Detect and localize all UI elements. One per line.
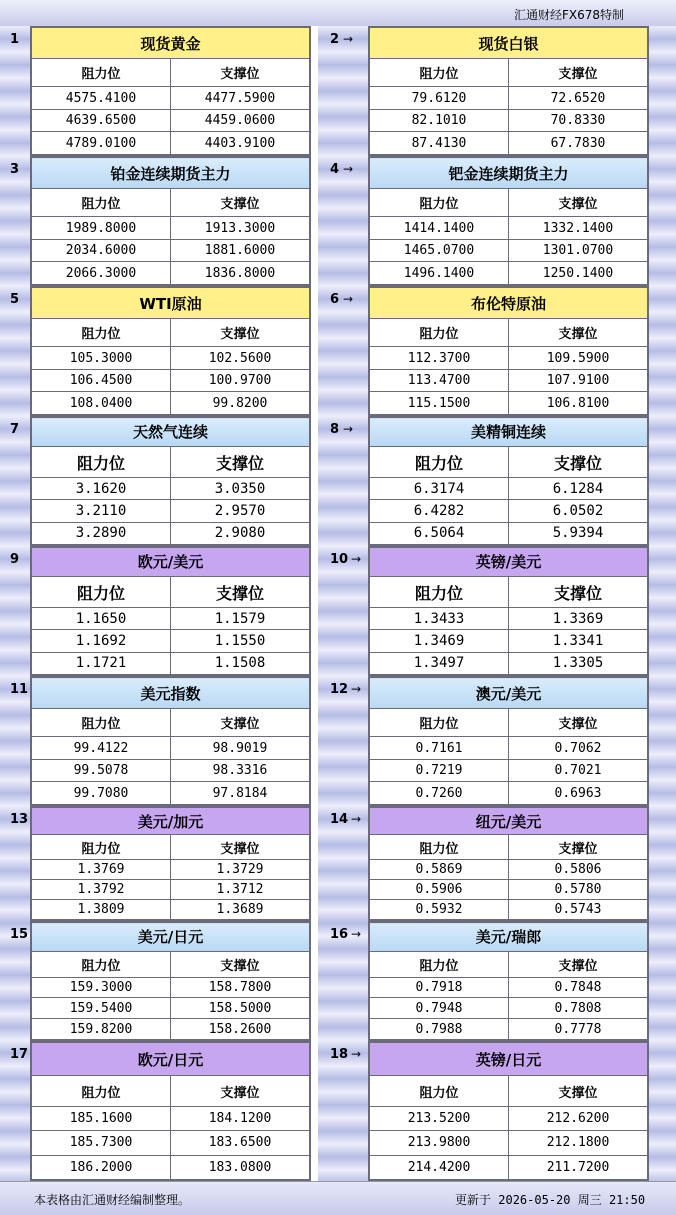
support-value: 3.0350 (171, 478, 310, 500)
quote-table (31, 27, 310, 155)
table-row (370, 880, 648, 900)
support-value: 0.5743 (509, 900, 648, 920)
support-header: 支撑位 (171, 1076, 310, 1106)
panel-number-8: 8 (330, 422, 340, 437)
panel-number-5: 5 (10, 292, 20, 307)
table-row (32, 109, 310, 132)
table-row (32, 500, 310, 522)
resistance-value: 112.3700 (370, 347, 509, 370)
quote-panel-4 (368, 156, 649, 286)
support-value: 1.3689 (171, 900, 310, 920)
panel-title: 现货黄金 (32, 28, 310, 59)
support-value: 0.7062 (509, 737, 648, 760)
panel-title: 钯金连续期货主力 (370, 158, 648, 189)
resistance-value: 1465.0700 (370, 239, 509, 262)
support-value: 1.3712 (171, 880, 310, 900)
table-row (32, 737, 310, 760)
resistance-value: 1.1650 (32, 608, 171, 630)
resistance-value: 1.3792 (32, 880, 171, 900)
panel-title: 铂金连续期货主力 (32, 158, 310, 189)
resistance-header: 阻力位 (32, 59, 171, 87)
resistance-value: 1.3469 (370, 630, 509, 652)
arrow-right-icon: → (343, 292, 354, 306)
support-value: 1881.6000 (171, 239, 310, 262)
resistance-value: 213.5200 (370, 1106, 509, 1130)
table-row (32, 998, 310, 1019)
resistance-value: 0.7161 (370, 737, 509, 760)
support-value: 211.7200 (509, 1155, 648, 1179)
resistance-value: 214.4200 (370, 1155, 509, 1179)
resistance-value: 3.2110 (32, 500, 171, 522)
footer (0, 1181, 676, 1215)
support-value: 1332.1400 (509, 217, 648, 240)
quote-panel-8 (368, 416, 649, 546)
resistance-value: 0.7948 (370, 998, 509, 1019)
table-row (370, 759, 648, 782)
support-value: 70.8330 (509, 109, 648, 132)
table-row (370, 522, 648, 544)
table-row (370, 500, 648, 522)
quote-panel-16 (368, 921, 649, 1041)
resistance-value: 1.3769 (32, 860, 171, 880)
panel-number-9: 9 (10, 552, 20, 567)
arrow-right-icon: → (351, 1047, 362, 1061)
quote-panel-5 (30, 286, 311, 416)
resistance-value: 3.1620 (32, 478, 171, 500)
panel-number-2: 2 (330, 32, 340, 47)
support-header: 支撑位 (171, 951, 310, 977)
panel-number-14: 14 (330, 812, 349, 827)
support-value: 0.7021 (509, 759, 648, 782)
support-value: 98.3316 (171, 759, 310, 782)
table-row (370, 998, 648, 1019)
support-value: 184.1200 (171, 1106, 310, 1130)
resistance-value: 6.5064 (370, 522, 509, 544)
resistance-header: 阻力位 (370, 319, 509, 347)
quote-panel-18 (368, 1041, 649, 1181)
table-row (370, 782, 648, 805)
quote-table (31, 1042, 310, 1180)
quote-panel-12 (368, 676, 649, 806)
resistance-header: 阻力位 (32, 189, 171, 217)
resistance-value: 1989.8000 (32, 217, 171, 240)
panel-title: 美精铜连续 (370, 418, 648, 447)
support-value: 4403.9100 (171, 132, 310, 155)
table-row (370, 1155, 648, 1179)
table-row (370, 1131, 648, 1155)
resistance-value: 99.4122 (32, 737, 171, 760)
arrow-right-icon: → (351, 927, 362, 941)
quote-table (31, 922, 310, 1040)
resistance-header: 阻力位 (32, 1076, 171, 1106)
table-row (370, 239, 648, 262)
table-row (32, 900, 310, 920)
resistance-value: 99.7080 (32, 782, 171, 805)
resistance-header: 阻力位 (32, 951, 171, 977)
resistance-value: 0.7219 (370, 759, 509, 782)
resistance-value: 159.3000 (32, 977, 171, 998)
table-row (370, 737, 648, 760)
support-header: 支撑位 (509, 189, 648, 217)
support-value: 4459.0600 (171, 109, 310, 132)
update-value: 2026-05-20 周三 21:50 (498, 1193, 646, 1207)
brand-label: 汇通财经FX678特制 (513, 8, 624, 22)
support-value: 0.5806 (509, 860, 648, 880)
quote-panel-10 (368, 546, 649, 676)
quote-table (31, 807, 310, 920)
resistance-header: 阻力位 (370, 951, 509, 977)
arrow-right-icon: → (343, 422, 354, 436)
panel-number-16: 16 (330, 927, 349, 942)
support-header: 支撑位 (509, 709, 648, 737)
resistance-value: 4789.0100 (32, 132, 171, 155)
panel-title: 澳元/美元 (370, 678, 648, 709)
support-value: 212.6200 (509, 1106, 648, 1130)
support-value: 102.5600 (171, 347, 310, 370)
table-row (370, 900, 648, 920)
resistance-value: 1.3433 (370, 608, 509, 630)
quote-panel-2 (368, 26, 649, 156)
panel-title: 欧元/日元 (32, 1043, 310, 1076)
support-value: 212.1800 (509, 1131, 648, 1155)
support-header: 支撑位 (171, 835, 310, 860)
table-row (32, 652, 310, 674)
resistance-header: 阻力位 (370, 446, 509, 477)
arrow-right-icon: → (351, 682, 362, 696)
panel-title: 天然气连续 (32, 418, 310, 447)
arrow-right-icon: → (351, 812, 362, 826)
resistance-header: 阻力位 (370, 709, 509, 737)
resistance-value: 0.5869 (370, 860, 509, 880)
resistance-value: 4575.4100 (32, 87, 171, 110)
panel-title: 布伦特原油 (370, 288, 648, 319)
table-row (32, 782, 310, 805)
left-gutter (0, 26, 30, 1181)
resistance-value: 0.7918 (370, 977, 509, 998)
quote-panel-3 (30, 156, 311, 286)
support-value: 1301.0700 (509, 239, 648, 262)
table-row (32, 522, 310, 544)
table-row (370, 132, 648, 155)
support-value: 109.5900 (509, 347, 648, 370)
resistance-value: 1496.1400 (370, 262, 509, 285)
resistance-value: 115.1500 (370, 392, 509, 415)
support-value: 1.3729 (171, 860, 310, 880)
quote-panel-14 (368, 806, 649, 921)
resistance-header: 阻力位 (32, 835, 171, 860)
panel-title: 美元指数 (32, 678, 310, 709)
support-value: 1.1579 (171, 608, 310, 630)
panel-title: 美元/日元 (32, 923, 310, 952)
resistance-header: 阻力位 (370, 835, 509, 860)
panel-title: 美元/加元 (32, 808, 310, 835)
table-row (32, 1155, 310, 1179)
panel-title: 纽元/美元 (370, 808, 648, 835)
support-header: 支撑位 (509, 446, 648, 477)
table-row (32, 132, 310, 155)
table-row (370, 478, 648, 500)
table-row (32, 1019, 310, 1040)
support-header: 支撑位 (509, 59, 648, 87)
middle-gutter (318, 26, 368, 1181)
table-row (32, 860, 310, 880)
support-value: 1.1550 (171, 630, 310, 652)
support-value: 4477.5900 (171, 87, 310, 110)
support-value: 5.9394 (509, 522, 648, 544)
table-row (370, 262, 648, 285)
support-header: 支撑位 (509, 576, 648, 607)
panel-number-7: 7 (10, 422, 20, 437)
support-value: 106.8100 (509, 392, 648, 415)
support-value: 183.6500 (171, 1131, 310, 1155)
support-value: 100.9700 (171, 369, 310, 392)
table-row (370, 87, 648, 110)
panel-number-1: 1 (10, 32, 20, 47)
arrow-right-icon: → (343, 162, 354, 176)
table-row (32, 347, 310, 370)
support-value: 158.2600 (171, 1019, 310, 1040)
support-value: 99.8200 (171, 392, 310, 415)
table-row (32, 369, 310, 392)
quote-table (369, 922, 648, 1040)
right-gutter (649, 26, 676, 1181)
panel-title: 英镑/美元 (370, 548, 648, 577)
table-row (32, 392, 310, 415)
quote-panel-6 (368, 286, 649, 416)
panel-title: 欧元/美元 (32, 548, 310, 577)
support-header: 支撑位 (171, 709, 310, 737)
table-row (370, 608, 648, 630)
support-value: 0.6963 (509, 782, 648, 805)
table-row (370, 369, 648, 392)
arrow-right-icon: → (343, 32, 354, 46)
table-row (32, 87, 310, 110)
quote-panel-9 (30, 546, 311, 676)
resistance-value: 6.3174 (370, 478, 509, 500)
quote-panel-13 (30, 806, 311, 921)
support-value: 6.1284 (509, 478, 648, 500)
resistance-value: 0.7260 (370, 782, 509, 805)
table-row (32, 759, 310, 782)
support-value: 0.5780 (509, 880, 648, 900)
support-value: 2.9570 (171, 500, 310, 522)
panel-number-6: 6 (330, 292, 340, 307)
table-row (370, 1106, 648, 1130)
table-row (370, 1019, 648, 1040)
support-value: 1913.3000 (171, 217, 310, 240)
resistance-value: 1.1721 (32, 652, 171, 674)
support-value: 0.7848 (509, 977, 648, 998)
support-header: 支撑位 (509, 1076, 648, 1106)
resistance-value: 213.9800 (370, 1131, 509, 1155)
table-row (32, 262, 310, 285)
support-header: 支撑位 (509, 319, 648, 347)
resistance-value: 1414.1400 (370, 217, 509, 240)
support-value: 1836.8000 (171, 262, 310, 285)
arrow-right-icon: → (351, 552, 362, 566)
quote-table (369, 807, 648, 920)
support-value: 1.3341 (509, 630, 648, 652)
resistance-header: 阻力位 (370, 189, 509, 217)
support-value: 1.3305 (509, 652, 648, 674)
resistance-header: 阻力位 (32, 319, 171, 347)
support-header: 支撑位 (509, 951, 648, 977)
resistance-value: 3.2890 (32, 522, 171, 544)
resistance-value: 87.4130 (370, 132, 509, 155)
resistance-value: 0.5932 (370, 900, 509, 920)
support-header: 支撑位 (171, 59, 310, 87)
resistance-value: 6.4282 (370, 500, 509, 522)
resistance-value: 1.3809 (32, 900, 171, 920)
support-value: 0.7808 (509, 998, 648, 1019)
support-value: 6.0502 (509, 500, 648, 522)
quote-panel-17 (30, 1041, 311, 1181)
resistance-value: 106.4500 (32, 369, 171, 392)
support-header: 支撑位 (171, 319, 310, 347)
quote-table (369, 287, 648, 415)
quote-table (369, 677, 648, 805)
support-value: 1.3369 (509, 608, 648, 630)
resistance-value: 159.8200 (32, 1019, 171, 1040)
support-value: 97.8184 (171, 782, 310, 805)
resistance-value: 0.5906 (370, 880, 509, 900)
resistance-value: 0.7988 (370, 1019, 509, 1040)
resistance-value: 99.5078 (32, 759, 171, 782)
panel-title: 英镑/日元 (370, 1043, 648, 1076)
support-value: 1250.1400 (509, 262, 648, 285)
resistance-value: 4639.6500 (32, 109, 171, 132)
panel-number-3: 3 (10, 162, 20, 177)
quote-table (369, 417, 648, 545)
panel-number-13: 13 (10, 812, 29, 827)
panel-title: WTI原油 (32, 288, 310, 319)
resistance-header: 阻力位 (32, 576, 171, 607)
support-value: 67.7830 (509, 132, 648, 155)
table-row (370, 392, 648, 415)
resistance-header: 阻力位 (370, 576, 509, 607)
top-bar (0, 0, 676, 26)
support-value: 107.9100 (509, 369, 648, 392)
table-row (370, 347, 648, 370)
resistance-value: 79.6120 (370, 87, 509, 110)
quote-table (369, 27, 648, 155)
quote-table (369, 547, 648, 675)
support-header: 支撑位 (171, 446, 310, 477)
resistance-header: 阻力位 (370, 1076, 509, 1106)
table-row (32, 478, 310, 500)
quote-panel-15 (30, 921, 311, 1041)
quote-table (369, 157, 648, 285)
support-header: 支撑位 (171, 189, 310, 217)
quote-panel-11 (30, 676, 311, 806)
table-row (32, 239, 310, 262)
panel-number-10: 10 (330, 552, 349, 567)
support-value: 183.0800 (171, 1155, 310, 1179)
quote-table (369, 1042, 648, 1180)
update-time (455, 1191, 645, 1208)
panel-number-18: 18 (330, 1047, 349, 1062)
table-row (32, 630, 310, 652)
support-header: 支撑位 (171, 576, 310, 607)
support-value: 158.5000 (171, 998, 310, 1019)
resistance-value: 185.1600 (32, 1106, 171, 1130)
table-row (370, 109, 648, 132)
resistance-value: 2066.3000 (32, 262, 171, 285)
support-header: 支撑位 (509, 835, 648, 860)
resistance-value: 185.7300 (32, 1131, 171, 1155)
table-row (32, 217, 310, 240)
update-label: 更新于 (455, 1193, 492, 1207)
resistance-header: 阻力位 (32, 446, 171, 477)
panel-number-12: 12 (330, 682, 349, 697)
table-row (32, 1106, 310, 1130)
panel-number-17: 17 (10, 1047, 29, 1062)
table-row (370, 652, 648, 674)
table-row (370, 217, 648, 240)
quote-table (31, 287, 310, 415)
support-value: 72.6520 (509, 87, 648, 110)
resistance-header: 阻力位 (32, 709, 171, 737)
support-value: 1.1508 (171, 652, 310, 674)
panel-title: 美元/瑞郎 (370, 923, 648, 952)
resistance-value: 82.1010 (370, 109, 509, 132)
table-row (32, 880, 310, 900)
footer-note: 本表格由汇通财经编制整理。 (34, 1193, 191, 1207)
quote-panel-1 (30, 26, 311, 156)
resistance-value: 105.3000 (32, 347, 171, 370)
panel-number-4: 4 (330, 162, 340, 177)
table-row (32, 608, 310, 630)
support-value: 2.9080 (171, 522, 310, 544)
resistance-value: 108.0400 (32, 392, 171, 415)
resistance-value: 186.2000 (32, 1155, 171, 1179)
quote-table (31, 677, 310, 805)
panel-number-15: 15 (10, 927, 29, 942)
support-value: 98.9019 (171, 737, 310, 760)
resistance-value: 159.5400 (32, 998, 171, 1019)
resistance-value: 1.3497 (370, 652, 509, 674)
quote-panel-7 (30, 416, 311, 546)
support-value: 0.7778 (509, 1019, 648, 1040)
table-row (370, 977, 648, 998)
table-row (370, 630, 648, 652)
panel-title: 现货白银 (370, 28, 648, 59)
support-value: 158.7800 (171, 977, 310, 998)
resistance-value: 1.1692 (32, 630, 171, 652)
table-row (32, 1131, 310, 1155)
resistance-value: 2034.6000 (32, 239, 171, 262)
quote-table (31, 157, 310, 285)
quote-table (31, 417, 310, 545)
table-row (32, 977, 310, 998)
resistance-header: 阻力位 (370, 59, 509, 87)
resistance-value: 113.4700 (370, 369, 509, 392)
quote-table (31, 547, 310, 675)
table-row (370, 860, 648, 880)
panel-number-11: 11 (10, 682, 29, 697)
